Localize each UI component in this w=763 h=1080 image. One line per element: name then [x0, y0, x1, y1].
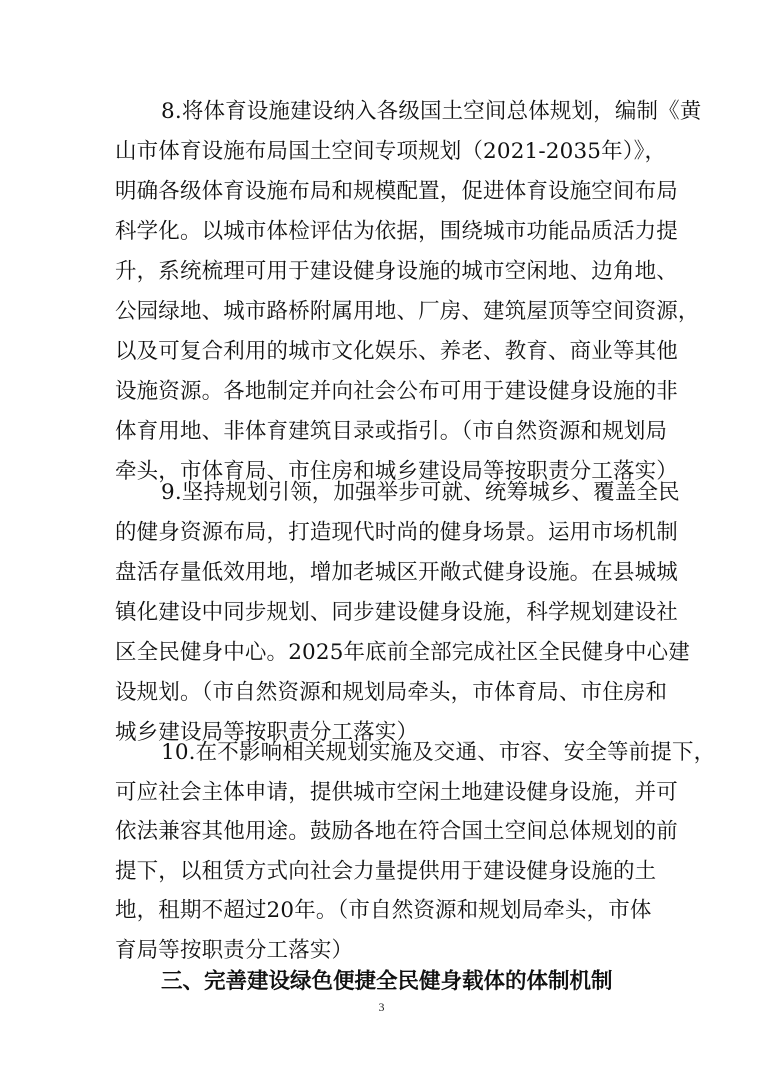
text-line: 牵头，市体育局、市住房和城乡建设局等按职责分工落实） — [115, 459, 678, 484]
text-line: 依法兼容其他用途。鼓励各地在符合国土空间总体规划的前 — [115, 819, 678, 844]
text-line: 9.坚持规划引领，加强举步可就、统筹城乡、覆盖全民 — [161, 480, 680, 505]
text-line: 设施资源。各地制定并向社会公布可用于建设健身设施的非 — [115, 379, 678, 404]
text-line: 城乡建设局等按职责分工落实） — [115, 720, 419, 745]
text-line: 升，系统梳理可用于建设健身设施的城市空闲地、边角地、 — [115, 259, 678, 284]
text-line: 科学化。以城市体检评估为依据，围绕城市功能品质活力提 — [115, 219, 678, 244]
text-line: 8.将体育设施建设纳入各级国土空间总体规划，编制《黄 — [161, 99, 702, 124]
text-line: 山市体育设施布局国土空间专项规划（2021-2035年）》， — [115, 139, 667, 164]
page-number: 3 — [378, 1000, 385, 1014]
text-line: 以及可复合利用的城市文化娱乐、养老、教育、商业等其他 — [115, 339, 678, 364]
text-line: 设规划。（市自然资源和规划局牵头，市体育局、市住房和 — [115, 680, 668, 705]
text-line: 育局等按职责分工落实） — [115, 937, 354, 963]
text-line: 体育用地、非体育建筑目录或指引。（市自然资源和规划局 — [115, 419, 668, 444]
text-line: 可应社会主体申请，提供城市空闲土地建设健身设施，并可 — [115, 779, 678, 805]
text-line: 提下，以租赁方式向社会力量提供用于建设健身设施的土 — [115, 858, 657, 884]
text-line: 明确各级体育设施布局和规模配置，促进体育设施空间布局 — [115, 179, 678, 204]
text-line: 地，租期不超过20年。（市自然资源和规划局牵头，市体 — [115, 898, 652, 923]
text-line: 盘活存量低效用地，增加老城区开敞式健身设施。在县城城 — [115, 560, 678, 585]
text-line: 的健身资源布局，打造现代时尚的健身场景。运用市场机制 — [115, 520, 678, 545]
text-line: 公园绿地、城市路桥附属用地、厂房、建筑屋顶等空间资源， — [115, 299, 700, 324]
text-line: 10.在不影响相关规划实施及交通、市容、安全等前提下， — [161, 740, 716, 765]
section-heading: 三、完善建设绿色便捷全民健身载体的体制机制 — [161, 969, 613, 994]
text-line: 镇化建设中同步规划、同步建设健身设施，科学规划建设社 — [115, 600, 678, 625]
text-line: 区全民健身中心。2025年底前全部完成社区全民健身中心建 — [115, 640, 690, 665]
